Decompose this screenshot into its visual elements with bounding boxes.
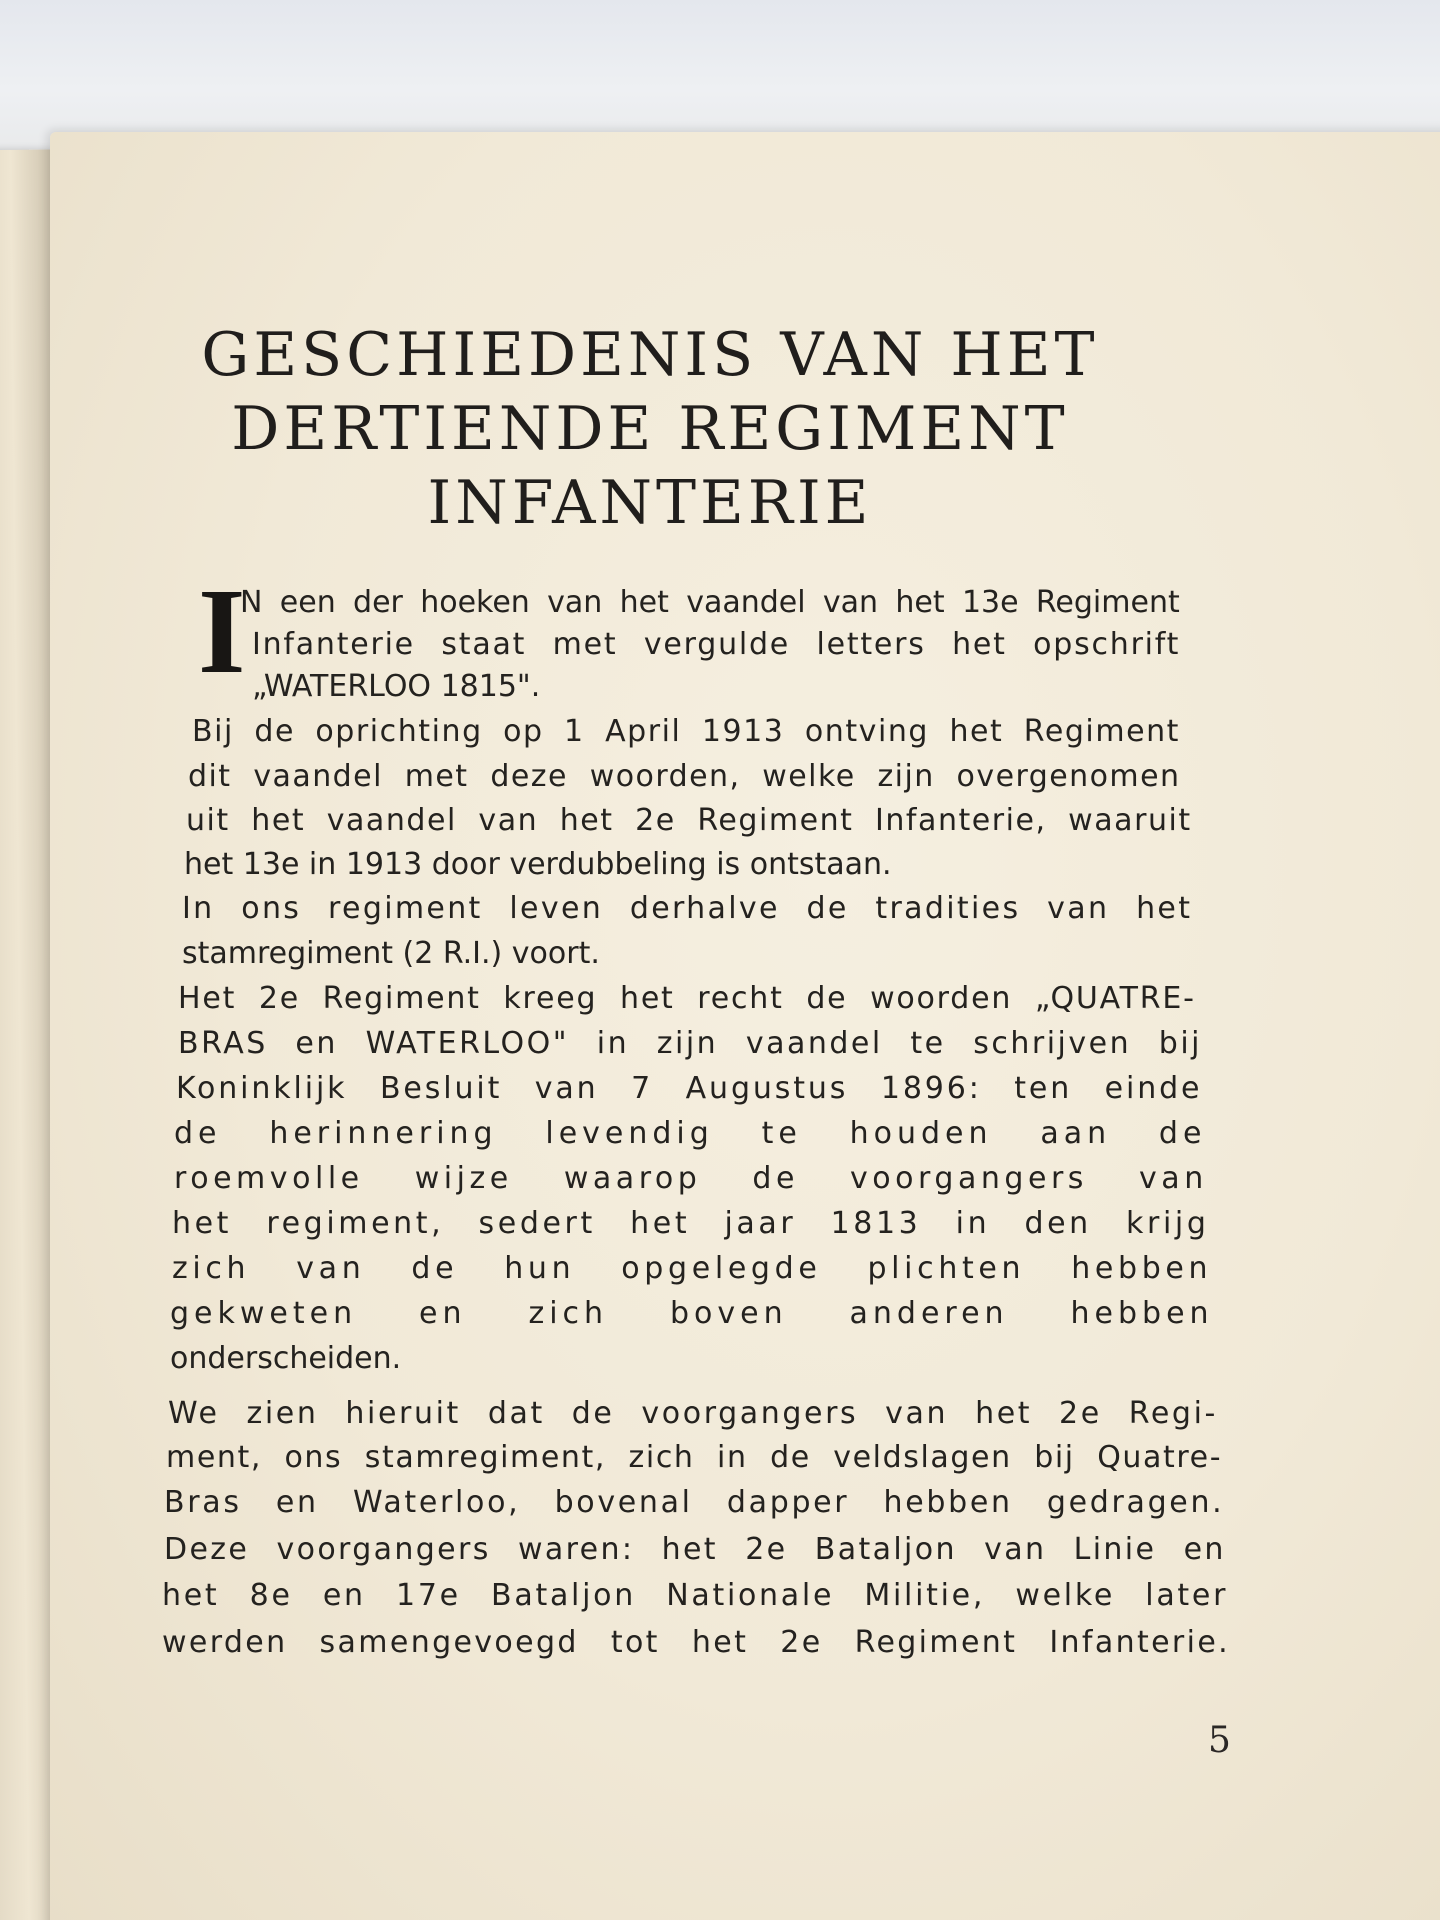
text-line-6: uit het vaandel van het 2e Regiment Infanterie, waaruit bbox=[186, 803, 1192, 838]
text-line-19: We zien hieruit dat de voorgangers van het 2e Regi- bbox=[168, 1396, 1218, 1431]
text-line-18: onderscheiden. bbox=[170, 1341, 402, 1376]
text-line-10: Het 2e Regiment kreeg het recht de woorden „QUATRE- bbox=[178, 981, 1196, 1016]
text-line-9: stamregiment (2 R.I.) voort. bbox=[182, 936, 600, 971]
text-line-3: „WATERLOO 1815". bbox=[252, 669, 541, 704]
text-line-12: Koninklijk Besluit van 7 Augustus 1896: ten einde bbox=[176, 1071, 1203, 1106]
text-line-15: het regiment, sedert het jaar 1813 in den krijg bbox=[172, 1206, 1210, 1241]
title-line-2: DERTIENDE REGIMENT bbox=[231, 394, 1069, 464]
drop-cap: I bbox=[198, 564, 246, 699]
title-line-1: GESCHIEDENIS VAN HET bbox=[201, 320, 1099, 390]
text-line-4: Bij de oprichting op 1 April 1913 ontving het Regiment bbox=[192, 714, 1181, 749]
text-line-1: N een der hoeken van het vaandel van het 13e Regiment bbox=[240, 585, 1180, 620]
text-line-20: ment, ons stamregiment, zich in de veldslagen bij Quatre- bbox=[166, 1440, 1223, 1475]
text-line-7: het 13e in 1913 door verdubbeling is ontstaan. bbox=[184, 847, 892, 882]
page-number: 5 bbox=[1208, 1720, 1231, 1761]
text-line-13: de herinnering levendig te houden aan de bbox=[174, 1116, 1207, 1151]
text-line-16: zich van de hun opgelegde plichten hebben bbox=[172, 1251, 1213, 1286]
text-line-8: In ons regiment leven derhalve de tradities van het bbox=[182, 891, 1193, 926]
text-line-2: Infanterie staat met vergulde letters het opschrift bbox=[252, 627, 1181, 662]
text-line-22: Deze voorgangers waren: het 2e Bataljon van Linie en bbox=[164, 1532, 1226, 1567]
text-line-5: dit vaandel met deze woorden, welke zijn overgenomen bbox=[188, 759, 1181, 794]
title-line-3: INFANTERIE bbox=[427, 468, 873, 538]
text-line-17: gekweten en zich boven anderen hebben bbox=[170, 1296, 1214, 1331]
text-line-11: BRAS en WATERLOO" in zijn vaandel te schrijven bij bbox=[178, 1026, 1202, 1061]
text-line-24: werden samengevoegd tot het 2e Regiment Infanterie. bbox=[162, 1625, 1231, 1660]
text-line-21: Bras en Waterloo, bovenal dapper hebben gedragen. bbox=[164, 1485, 1225, 1520]
page-title bbox=[150, 318, 1150, 540]
text-line-23: het 8e en 17e Bataljon Nationale Militie, welke later bbox=[162, 1578, 1229, 1613]
text-line-14: roemvolle wijze waarop de voorgangers van bbox=[174, 1161, 1208, 1196]
